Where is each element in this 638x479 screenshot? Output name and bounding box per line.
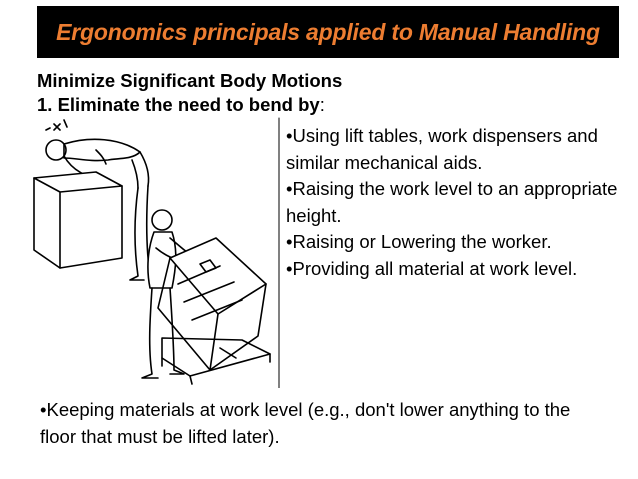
subheading: Minimize Significant Body Motions <box>37 70 343 91</box>
bullet-list <box>286 123 622 282</box>
strain-mark-icon <box>46 120 67 130</box>
step-text: Eliminate the need to bend by <box>57 94 320 115</box>
lift-table-bin-shape <box>158 238 270 384</box>
title-bar <box>37 6 619 58</box>
box-shape <box>34 172 122 268</box>
standing-worker-figure <box>142 210 198 378</box>
step-colon: : <box>319 94 325 115</box>
bullet-item: •Raising or Lowering the worker. <box>286 231 552 252</box>
step-number: 1. <box>37 94 53 115</box>
bullet-item: •Raising the work level to an appropriate height. <box>286 178 618 226</box>
bottom-bullet: •Keeping materials at work level (e.g., don't lower anything to the floor that must be lifted later). <box>40 399 571 447</box>
slide-title: Ergonomics principals applied to Manual Handling <box>56 18 600 45</box>
bullet-item: •Using lift tables, work dispensers and similar mechanical aids. <box>286 125 598 173</box>
bending-worker-illustration <box>20 108 282 388</box>
bullet-item: •Providing all material at work level. <box>286 257 578 279</box>
